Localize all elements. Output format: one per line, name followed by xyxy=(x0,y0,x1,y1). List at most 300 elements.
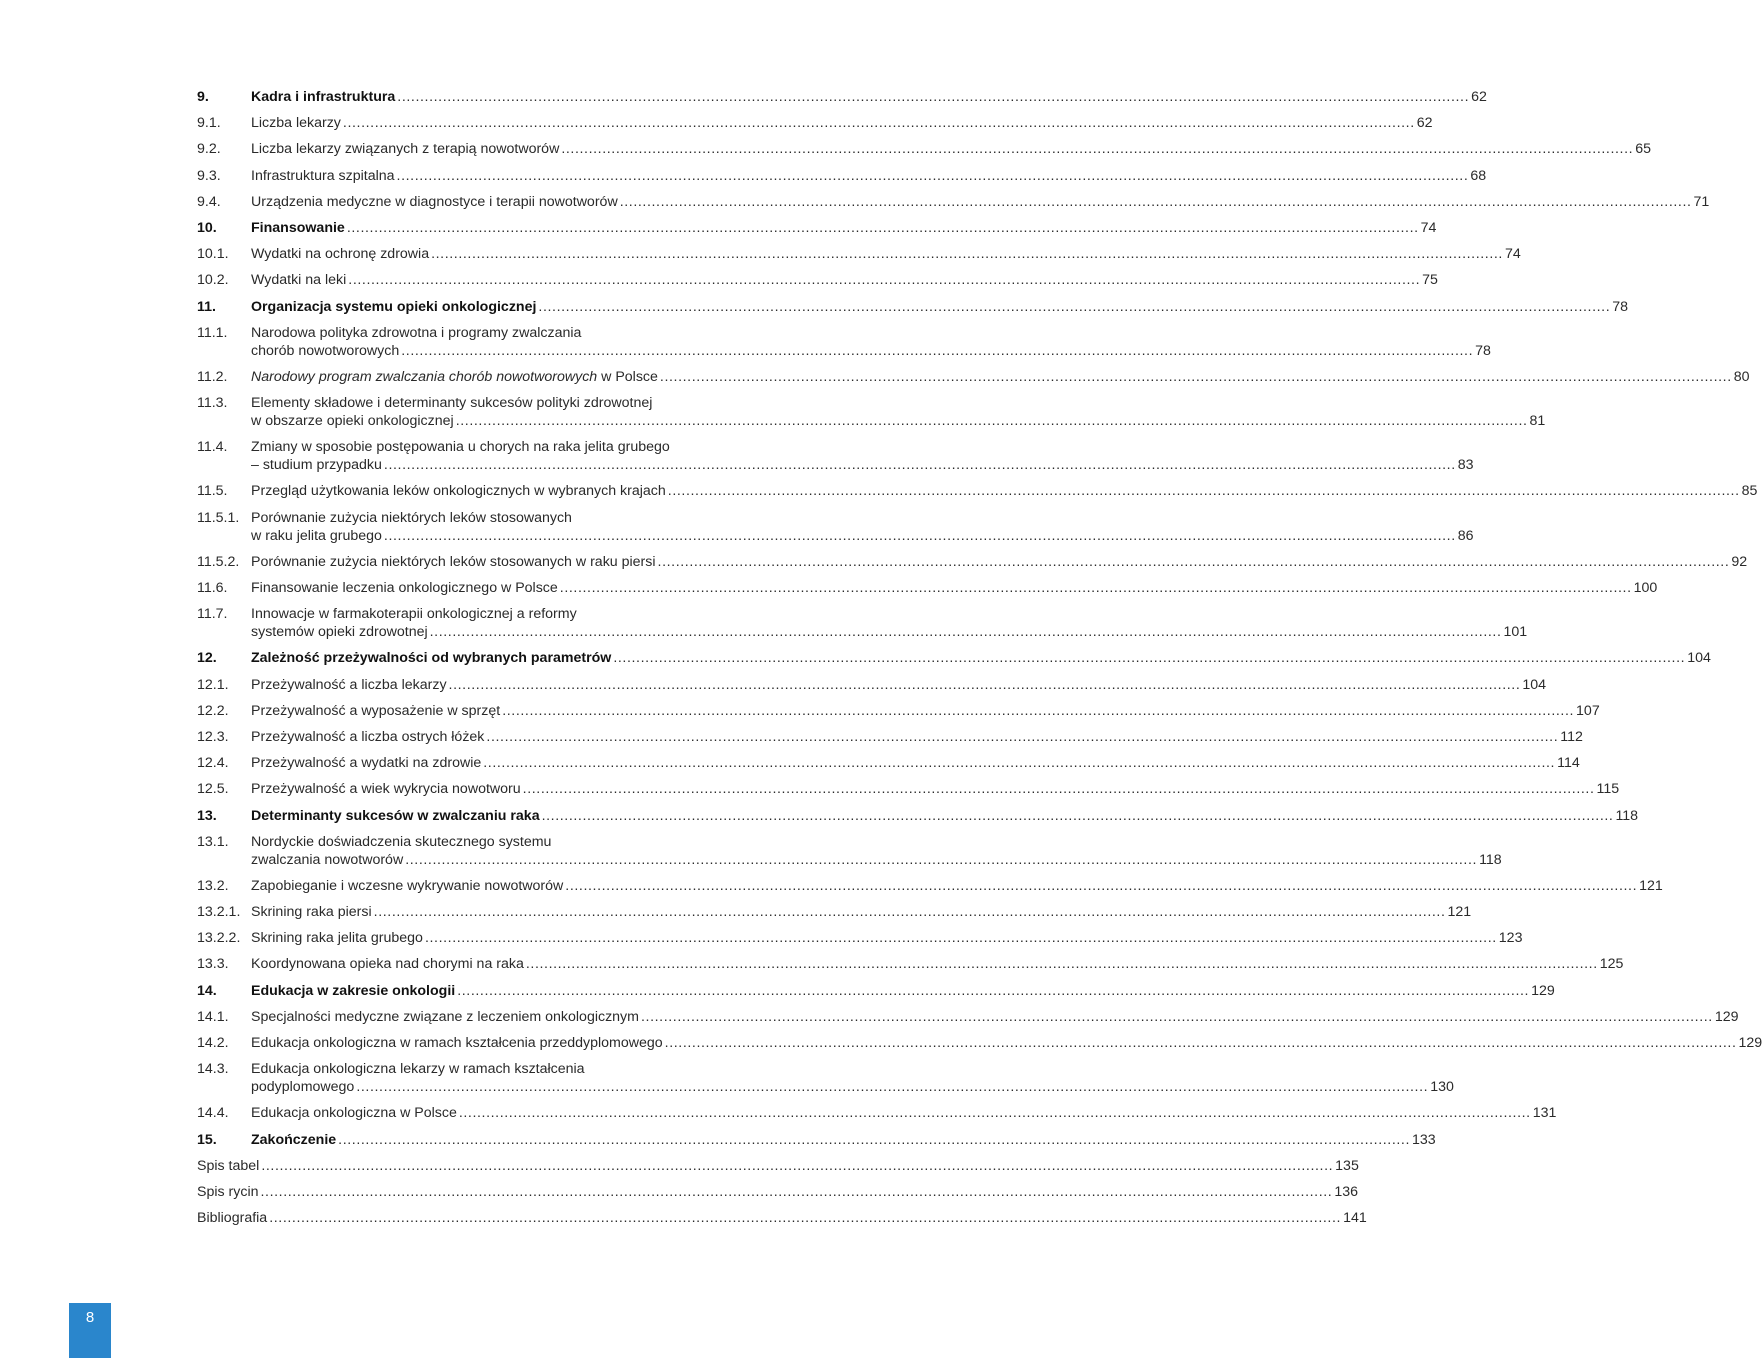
toc-entry[interactable] xyxy=(197,1104,1557,1122)
toc-entry-title-text: Organizacja systemu opieki onkologicznej xyxy=(251,298,537,315)
toc-entry[interactable] xyxy=(197,728,1583,746)
toc-entry-title-text: Skrining raka piersi xyxy=(251,904,372,921)
toc-entry-leader-line xyxy=(251,193,1709,211)
toc-entry-number: 11. xyxy=(197,298,216,315)
toc-entry-leader-line xyxy=(251,1034,1762,1052)
toc-entry-title-text: Bibliografia xyxy=(197,1210,268,1227)
toc-entry-leader-line xyxy=(251,342,1491,360)
toc-entry-leader-line xyxy=(251,167,1486,185)
toc-entry-title-text: Urządzenia medyczne w diagnostyce i terapii nowotworów xyxy=(251,193,618,210)
toc-entry[interactable] xyxy=(197,298,1629,316)
toc-dot-leader xyxy=(660,368,1732,386)
toc-entry-leader-line xyxy=(251,982,1555,1000)
toc-entry[interactable] xyxy=(197,903,1472,921)
toc-entry-title-text: Przeżywalność a wiek wykrycia nowotworu xyxy=(251,781,521,798)
toc-entry-title-text: Spis rycin xyxy=(197,1183,259,1200)
toc-entry-title xyxy=(251,271,346,289)
toc-entry-body xyxy=(251,438,1474,474)
toc-dot-leader xyxy=(348,271,1420,289)
toc-entry[interactable] xyxy=(197,394,1546,430)
toc-entry-title xyxy=(251,1104,457,1122)
toc-dot-leader xyxy=(269,1209,1341,1227)
toc-entry-page: 129 xyxy=(1714,1008,1739,1025)
toc-entry-number: 11.5. xyxy=(197,483,228,500)
toc-entry-title-line: Narodowa polityka zdrowotna i programy zwalczania xyxy=(251,324,582,341)
toc-entry-page: 80 xyxy=(1733,368,1750,385)
toc-entry-body xyxy=(251,324,1491,360)
toc-entry-title-text: Edukacja onkologiczna w ramach kształcenia przeddyplomowego xyxy=(251,1035,663,1051)
toc-entry-title-text: Przeżywalność a wyposażenie w sprzęt xyxy=(251,702,501,719)
toc-entry-leader-line xyxy=(197,1209,1367,1227)
toc-entry-title xyxy=(251,553,656,571)
toc-entry[interactable] xyxy=(197,482,1758,500)
toc-entry-page: 85 xyxy=(1741,483,1758,500)
toc-entry-number: 10.1. xyxy=(197,246,229,263)
toc-entry-body xyxy=(251,1034,1762,1052)
toc-entry-page: 100 xyxy=(1633,580,1658,596)
toc-entry-title-text: – studium przypadku xyxy=(251,457,382,474)
toc-entry-title xyxy=(251,527,382,545)
toc-entry-title xyxy=(251,219,345,237)
toc-entry-leader-line xyxy=(251,728,1583,746)
toc-dot-leader xyxy=(449,676,1521,694)
toc-entry-title-text: Wydatki na leki xyxy=(251,272,347,289)
toc-entry-title xyxy=(251,456,382,474)
toc-entry-number: 14.1. xyxy=(197,1008,229,1025)
toc-entry-leader-line xyxy=(251,271,1438,289)
toc-entry-title-text: podyplomowego xyxy=(251,1079,355,1096)
toc-entry-title-text: Edukacja w zakresie onkologii xyxy=(251,982,456,999)
toc-entry-leader-line xyxy=(251,754,1580,772)
toc-entry-body xyxy=(251,605,1527,641)
page-number-tab xyxy=(69,1303,111,1358)
toc-entry-body xyxy=(251,1131,1436,1149)
toc-dot-leader xyxy=(486,728,1558,746)
toc-entry-page: 136 xyxy=(1334,1183,1359,1200)
toc-entry-title-line: Edukacja onkologiczna lekarzy w ramach kształcenia xyxy=(251,1061,585,1078)
toc-entry-title-text: Specjalności medyczne związane z leczeniem onkologicznym xyxy=(251,1008,639,1025)
toc-entry-page: 74 xyxy=(1504,246,1521,263)
toc-entry-body xyxy=(251,780,1619,798)
toc-entry-body xyxy=(251,955,1623,973)
toc-entry[interactable] xyxy=(197,88,1487,106)
toc-entry[interactable] xyxy=(197,114,1433,132)
toc-entry-leader-line xyxy=(251,219,1436,237)
toc-entry-body xyxy=(251,649,1711,667)
toc-entry-title-text: Przegląd użytkowania leków onkologicznych w wybranych krajach xyxy=(251,483,666,500)
toc-entry-number: 12. xyxy=(197,650,217,667)
toc-entry[interactable] xyxy=(197,324,1491,360)
toc-entry-leader-line xyxy=(251,676,1546,694)
toc-dot-leader xyxy=(425,929,1497,947)
toc-entry-body xyxy=(251,877,1663,895)
toc-entry-title xyxy=(197,1183,259,1201)
toc-entry-page: 62 xyxy=(1416,115,1433,132)
toc-entry[interactable] xyxy=(197,245,1521,263)
toc-entry-title xyxy=(251,245,429,263)
toc-entry-title xyxy=(251,851,403,869)
table-of-contents xyxy=(197,88,1762,1235)
toc-entry-leader-line xyxy=(251,877,1663,895)
toc-entry-number: 9.4. xyxy=(197,193,221,210)
toc-entry-number: 10.2. xyxy=(197,272,229,289)
toc-entry-number: 9.2. xyxy=(197,141,221,158)
toc-dot-leader xyxy=(261,1183,1333,1201)
toc-dot-leader xyxy=(384,527,1456,545)
toc-entry-page: 115 xyxy=(1596,781,1620,798)
toc-entry-title-text: zwalczania nowotworów xyxy=(251,851,404,868)
toc-dot-leader xyxy=(538,298,1610,316)
toc-entry-body xyxy=(251,368,1750,386)
toc-entry-page: 62 xyxy=(1471,89,1487,105)
toc-entry-title xyxy=(251,903,372,921)
toc-entry-title xyxy=(251,412,454,430)
toc-entry-page: 104 xyxy=(1522,676,1547,693)
toc-dot-leader xyxy=(397,88,1469,106)
toc-entry-body xyxy=(251,271,1438,289)
toc-entry-title xyxy=(197,1157,259,1175)
toc-entry[interactable] xyxy=(197,193,1710,211)
toc-dot-leader xyxy=(384,456,1456,474)
toc-entry[interactable] xyxy=(197,368,1750,386)
toc-entry[interactable] xyxy=(197,438,1474,474)
toc-entry-page: 121 xyxy=(1447,904,1472,921)
toc-entry-leader-line xyxy=(197,1157,1359,1175)
toc-dot-leader xyxy=(374,903,1446,921)
toc-entry-leader-line xyxy=(251,903,1471,921)
toc-dot-leader xyxy=(658,553,1730,571)
toc-entry-page: 114 xyxy=(1557,755,1580,772)
toc-dot-leader xyxy=(502,702,1574,720)
toc-entry-body xyxy=(251,807,1638,825)
toc-entry-body xyxy=(251,1104,1556,1122)
toc-entry-body xyxy=(251,193,1709,211)
toc-entry-page: 75 xyxy=(1422,272,1438,289)
toc-entry[interactable] xyxy=(197,579,1658,597)
toc-entry-page: 81 xyxy=(1529,413,1546,430)
toc-entry-leader-line xyxy=(251,780,1619,798)
toc-entry-number: 15. xyxy=(197,1131,217,1148)
toc-entry-page: 133 xyxy=(1412,1131,1436,1148)
toc-entry-title-text: Liczba lekarzy xyxy=(251,115,341,132)
toc-entry-title-suffix: w Polsce xyxy=(597,368,658,385)
toc-entry-title-text: w obszarze opieki onkologicznej xyxy=(251,413,454,430)
toc-dot-leader xyxy=(356,1078,1428,1096)
toc-entry[interactable] xyxy=(197,877,1663,895)
toc-entry-title xyxy=(251,579,558,597)
toc-entry-title-text: Infrastruktura szpitalna xyxy=(251,167,395,184)
toc-entry-page: 141 xyxy=(1343,1210,1367,1227)
toc-entry-body xyxy=(251,676,1546,694)
toc-entry-number: 11.4. xyxy=(197,439,228,456)
toc-dot-leader xyxy=(431,245,1503,263)
toc-entry-body xyxy=(251,728,1583,746)
toc-dot-leader xyxy=(565,877,1637,895)
toc-entry-title-text: Narodowy program zwalczania chorób nowotworowych xyxy=(251,368,598,385)
toc-dot-leader xyxy=(343,114,1415,132)
toc-entry-leader-line xyxy=(251,553,1747,571)
toc-entry-title-text: chorób nowotworowych xyxy=(251,342,400,359)
toc-entry-body xyxy=(251,88,1487,106)
toc-entry-leader-line xyxy=(251,1104,1556,1122)
toc-dot-leader xyxy=(405,851,1477,869)
toc-entry-title xyxy=(251,298,536,316)
toc-entry-title-text: Kadra i infrastruktura xyxy=(251,89,396,105)
toc-entry-title xyxy=(251,649,611,667)
page-number: 8 xyxy=(85,1309,95,1326)
toc-entry-title xyxy=(251,877,563,895)
toc-entry-title-text: Przeżywalność a liczba ostrych łóżek xyxy=(251,728,485,745)
toc-entry-page: 121 xyxy=(1639,877,1663,894)
toc-dot-leader xyxy=(430,623,1502,641)
toc-entry[interactable] xyxy=(197,1157,1359,1175)
toc-entry[interactable] xyxy=(197,1209,1367,1227)
toc-entry-body xyxy=(251,903,1471,921)
toc-entry-body xyxy=(251,167,1486,185)
toc-entry-title-text: Wydatki na ochronę zdrowia xyxy=(251,246,430,263)
toc-entry[interactable] xyxy=(197,1131,1436,1149)
toc-entry-number: 14.3. xyxy=(197,1061,229,1078)
toc-dot-leader xyxy=(456,412,1528,430)
toc-entry-title-line: Innowacje w farmakoterapii onkologicznej a reformy xyxy=(251,606,577,623)
toc-entry-title-text: Zależność przeżywalności od wybranych parametrów xyxy=(251,650,612,667)
toc-entry[interactable] xyxy=(197,1183,1359,1201)
toc-entry-title-text: systemów opieki zdrowotnej xyxy=(251,624,428,641)
toc-entry[interactable] xyxy=(197,780,1620,798)
toc-entry[interactable] xyxy=(197,219,1437,237)
toc-entry-leader-line xyxy=(251,955,1623,973)
toc-entry[interactable] xyxy=(197,807,1639,825)
toc-entry-title-text: Liczba lekarzy związanych z terapią nowotworów xyxy=(251,141,560,158)
toc-entry-title xyxy=(251,167,395,185)
toc-entry-title-line: Elementy składowe i determinanty sukcesów polityki zdrowotnej xyxy=(251,395,653,412)
toc-entry-leader-line xyxy=(251,1078,1454,1096)
toc-entry-leader-line xyxy=(251,702,1600,720)
toc-entry-number: 10. xyxy=(197,219,217,236)
toc-entry-leader-line xyxy=(251,649,1711,667)
toc-entry-title-text: Finansowanie leczenia onkologicznego w Polsce xyxy=(251,580,558,596)
toc-entry-title-text: Finansowanie xyxy=(251,219,345,236)
toc-entry-page: 107 xyxy=(1576,702,1600,719)
toc-entry-number: 9.3. xyxy=(197,167,221,184)
toc-entry-title xyxy=(251,780,521,798)
toc-dot-leader xyxy=(483,754,1555,772)
toc-entry-leader-line xyxy=(251,623,1527,641)
toc-entry-page: 130 xyxy=(1430,1079,1454,1096)
toc-entry-title xyxy=(197,1209,267,1227)
toc-entry[interactable] xyxy=(197,271,1438,289)
toc-entry-page: 86 xyxy=(1457,527,1474,544)
toc-entry-title xyxy=(251,982,455,1000)
toc-entry-title xyxy=(251,88,395,106)
toc-entry-body xyxy=(251,579,1657,597)
toc-entry-title xyxy=(251,676,447,694)
toc-entry-number: 11.5.2. xyxy=(197,553,240,570)
toc-entry-title-text: Porównanie zużycia niektórych leków stosowanych w raku piersi xyxy=(251,553,656,570)
toc-entry-leader-line xyxy=(251,368,1750,386)
toc-entry-body xyxy=(251,1008,1739,1026)
toc-entry[interactable] xyxy=(197,1034,1762,1052)
toc-entry-body xyxy=(251,982,1555,1000)
toc-entry-leader-line xyxy=(251,1008,1739,1026)
toc-entry-page: 83 xyxy=(1457,457,1474,474)
toc-entry-title xyxy=(251,1008,639,1026)
toc-entry-body xyxy=(251,140,1651,158)
toc-entry-number: 14. xyxy=(197,982,217,999)
toc-entry-title xyxy=(251,482,666,500)
toc-entry-title-text: w raku jelita grubego xyxy=(251,527,382,544)
toc-entry-title-text: Spis tabel xyxy=(197,1157,260,1174)
toc-entry-title xyxy=(251,193,618,211)
toc-entry-page: 135 xyxy=(1335,1157,1359,1174)
toc-entry-title-line: Porównanie zużycia niektórych leków stosowanych xyxy=(251,509,572,526)
toc-entry[interactable] xyxy=(197,167,1487,185)
toc-entry[interactable] xyxy=(197,649,1711,667)
toc-entry-number: 13.2. xyxy=(197,877,229,894)
toc-entry-title xyxy=(251,955,524,973)
toc-entry-title xyxy=(251,1131,336,1149)
toc-entry-number: 14.2. xyxy=(197,1035,229,1051)
toc-entry-number: 11.7. xyxy=(197,606,228,623)
toc-entry-leader-line xyxy=(251,140,1651,158)
toc-entry[interactable] xyxy=(197,676,1547,694)
toc-dot-leader xyxy=(261,1157,1333,1175)
toc-entry-page: 65 xyxy=(1635,141,1651,158)
toc-entry-body xyxy=(197,1183,1358,1201)
toc-entry-body xyxy=(197,1157,1359,1175)
toc-entry-leader-line xyxy=(251,412,1545,430)
toc-entry-number: 13.2.2. xyxy=(197,930,241,947)
toc-entry-number: 12.1. xyxy=(197,676,229,693)
toc-entry-title-text: Przeżywalność a wydatki na zdrowie xyxy=(251,755,482,772)
toc-entry[interactable] xyxy=(197,1060,1454,1096)
toc-entry-leader-line xyxy=(251,482,1757,500)
toc-dot-leader xyxy=(397,167,1469,185)
toc-entry-body xyxy=(251,509,1474,545)
toc-entry-leader-line xyxy=(251,114,1433,132)
toc-dot-leader xyxy=(542,807,1614,825)
toc-entry-page: 125 xyxy=(1599,956,1624,973)
toc-entry-title xyxy=(251,702,500,720)
toc-entry-leader-line xyxy=(251,851,1502,869)
toc-entry-body xyxy=(251,114,1433,132)
toc-entry-page: 78 xyxy=(1475,342,1491,359)
toc-entry-title-line: Nordyckie doświadczenia skutecznego systemu xyxy=(251,833,552,850)
toc-entry-body xyxy=(251,298,1628,316)
toc-entry-leader-line xyxy=(251,245,1521,263)
toc-entry-number: 9. xyxy=(197,89,209,105)
toc-entry-page: 131 xyxy=(1532,1105,1557,1122)
toc-dot-leader xyxy=(347,219,1419,237)
toc-entry-title-text: Koordynowana opieka nad chorymi na raka xyxy=(251,956,524,973)
toc-entry-page: 118 xyxy=(1615,807,1639,824)
toc-entry[interactable] xyxy=(197,754,1580,772)
toc-entry-leader-line xyxy=(251,88,1487,106)
toc-entry-number: 13.3. xyxy=(197,956,229,973)
toc-entry-number: 12.3. xyxy=(197,728,229,745)
toc-dot-leader xyxy=(523,780,1595,798)
toc-dot-leader xyxy=(401,342,1473,360)
toc-entry-number: 12.4. xyxy=(197,755,229,772)
toc-entry-body xyxy=(251,482,1757,500)
toc-entry-body xyxy=(251,553,1747,571)
toc-entry-leader-line xyxy=(251,929,1522,947)
toc-entry-page: 101 xyxy=(1503,624,1528,641)
toc-entry-number: 11.1. xyxy=(197,324,228,341)
toc-entry-body xyxy=(251,394,1545,430)
toc-dot-leader xyxy=(338,1131,1410,1149)
toc-entry-leader-line xyxy=(251,807,1638,825)
toc-entry-body xyxy=(251,219,1436,237)
toc-entry-leader-line xyxy=(251,1131,1436,1149)
toc-entry-page: 68 xyxy=(1470,167,1487,184)
toc-entry[interactable] xyxy=(197,509,1474,545)
toc-dot-leader xyxy=(457,982,1529,1000)
toc-dot-leader xyxy=(526,955,1598,973)
toc-entry[interactable] xyxy=(197,605,1528,641)
toc-entry-title xyxy=(251,114,341,132)
toc-entry-leader-line xyxy=(251,579,1657,597)
toc-entry-leader-line xyxy=(251,527,1474,545)
toc-entry[interactable] xyxy=(197,982,1555,1000)
toc-entry-leader-line xyxy=(197,1183,1358,1201)
toc-entry-title xyxy=(251,754,481,772)
toc-entry-title-text: Skrining raka jelita grubego xyxy=(251,930,423,947)
toc-entry-body xyxy=(251,245,1521,263)
toc-entry-page: 129 xyxy=(1531,982,1555,999)
toc-entry-title-text: Zakończenie xyxy=(251,1131,337,1148)
toc-dot-leader xyxy=(613,649,1685,667)
toc-entry[interactable] xyxy=(197,833,1502,869)
toc-entry-number: 11.6. xyxy=(197,580,228,596)
toc-entry-title xyxy=(251,929,423,947)
toc-entry-page: 118 xyxy=(1479,851,1502,868)
toc-entry-number: 11.3. xyxy=(197,395,228,412)
toc-entry[interactable] xyxy=(197,140,1651,158)
toc-dot-leader xyxy=(620,193,1692,211)
toc-entry-number: 9.1. xyxy=(197,115,221,132)
toc-entry-number: 12.2. xyxy=(197,702,229,719)
toc-entry-title xyxy=(251,807,540,825)
toc-entry[interactable] xyxy=(197,1008,1739,1026)
toc-entry-leader-line xyxy=(251,298,1628,316)
toc-entry[interactable] xyxy=(197,553,1748,571)
toc-entry-page: 112 xyxy=(1560,728,1583,745)
toc-entry[interactable] xyxy=(197,702,1600,720)
toc-entry-title xyxy=(251,623,428,641)
toc-entry-body xyxy=(197,1209,1367,1227)
toc-entry-body xyxy=(251,754,1580,772)
toc-entry-page: 78 xyxy=(1612,298,1629,315)
toc-entry-page: 104 xyxy=(1687,650,1711,667)
toc-dot-leader xyxy=(668,482,1740,500)
toc-entry-title-text: Edukacja onkologiczna w Polsce xyxy=(251,1105,457,1122)
toc-dot-leader xyxy=(665,1034,1737,1052)
toc-entry-page: 74 xyxy=(1420,219,1437,236)
toc-entry-title xyxy=(251,728,484,746)
toc-entry-page: 71 xyxy=(1693,193,1710,210)
toc-entry-body xyxy=(251,833,1502,869)
toc-entry[interactable] xyxy=(197,955,1624,973)
toc-entry-page: 123 xyxy=(1498,930,1523,947)
toc-entry-title-text: Zapobieganie i wczesne wykrywanie nowotworów xyxy=(251,877,564,894)
toc-entry-number: 13.1. xyxy=(197,833,229,850)
toc-entry[interactable] xyxy=(197,929,1523,947)
toc-dot-leader xyxy=(560,579,1632,597)
toc-dot-leader xyxy=(561,140,1633,158)
toc-entry-body xyxy=(251,1060,1454,1096)
toc-entry-page: 129 xyxy=(1738,1035,1762,1051)
